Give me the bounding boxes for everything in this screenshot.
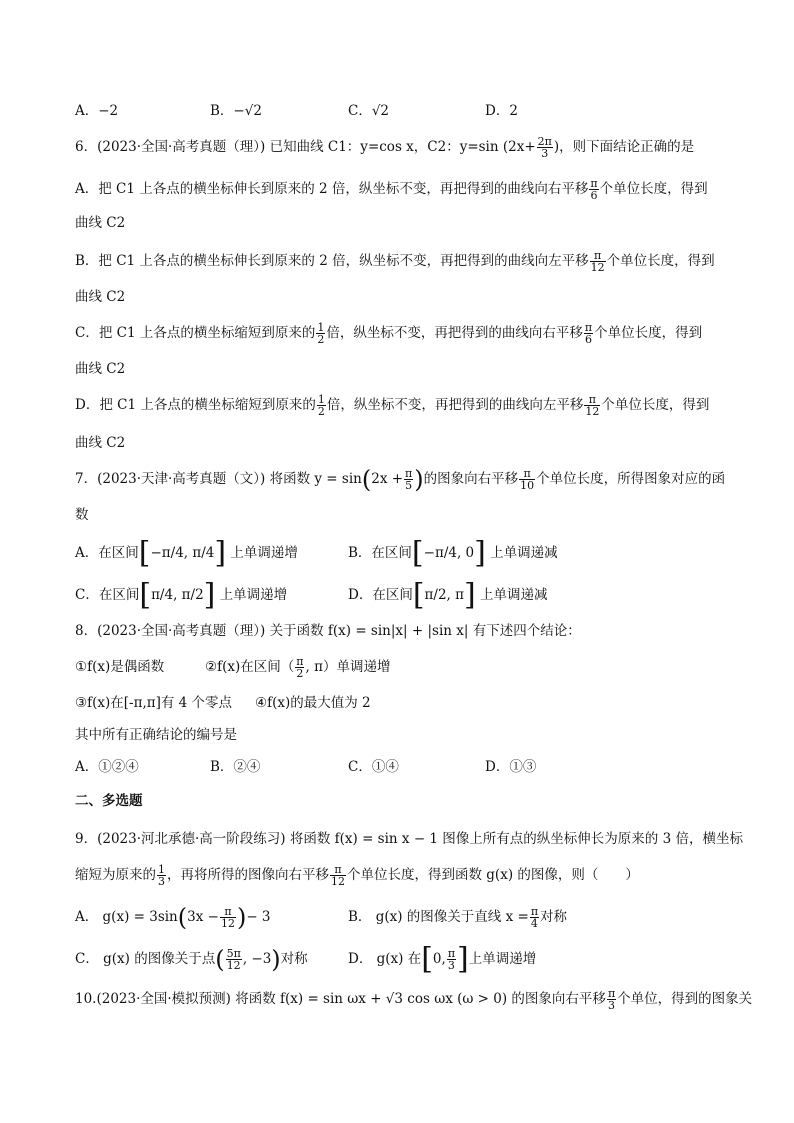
fraction: [590, 250, 606, 273]
fraction: [404, 468, 413, 491]
numerator: π: [530, 905, 539, 918]
q8-option-b[interactable]: B．②④: [210, 759, 261, 775]
option-text: A．在区间: [75, 545, 139, 561]
q9-stem-text: 缩短为原来的: [75, 867, 156, 883]
bracket-open: [: [411, 535, 424, 571]
paren-open: (: [215, 945, 225, 974]
q6-option-b-cont: 曲线 C2: [75, 289, 126, 305]
interval-text: π/2, π: [424, 587, 465, 603]
fraction: [447, 948, 456, 971]
option-text: 倍，纵坐标不变，再把得到的曲线向右平移: [326, 325, 583, 341]
q7-stem: [75, 465, 734, 494]
denominator: 10: [520, 479, 535, 492]
option-text: 3x −: [187, 909, 219, 925]
q9-stem-text: 个单位长度，得到函数 g(x) 的图像，则（ ）: [347, 867, 639, 883]
bracket-open: [: [421, 941, 433, 977]
bracket-open: [: [412, 577, 425, 613]
q6-stem-text: 6．(2023·全国·高考真题（理）) 已知曲线 C1：y=cos x，C2：y=sin (2x+: [75, 139, 536, 155]
q5-option-a[interactable]: A．−2: [75, 103, 119, 119]
numerator: 1: [317, 321, 325, 334]
numerator: 1: [317, 393, 325, 406]
denominator: 2: [296, 667, 304, 680]
option-text: 上单调递减: [480, 587, 548, 603]
q6-option-b[interactable]: [75, 250, 734, 273]
option-text: C． g(x) 的图像关于点: [75, 951, 216, 967]
denominator: 6: [590, 189, 598, 202]
numerator: π: [590, 177, 598, 190]
option-text: 个单位长度，得到: [601, 397, 710, 413]
q5-option-c[interactable]: C．√2: [348, 103, 390, 119]
option-text: 上单调递增: [219, 587, 288, 603]
q8-statement-4: ④f(x)的最大值为 2: [255, 695, 371, 711]
option-text: A．把 C1 上各点的横坐标伸长到原来的 2 倍，纵坐标不变，再把得到的曲线向右平移: [75, 181, 589, 197]
numerator: π: [590, 250, 606, 262]
q8-option-d[interactable]: D．①③: [485, 759, 537, 775]
option-text: 0,: [432, 951, 446, 967]
q7-option-b[interactable]: [348, 535, 558, 571]
option-text: D．在区间: [348, 587, 413, 603]
numerator: π: [519, 468, 535, 480]
fraction: [537, 136, 553, 159]
option-text: 上单调递增: [468, 951, 537, 967]
option-text: B．在区间: [348, 545, 412, 561]
option-text: A． g(x) = 3sin: [75, 909, 178, 925]
q7-stem-text: 7．(2023·天津·高考真题（文）) 将函数 y = sin: [75, 471, 362, 487]
bracket-close: ]: [214, 535, 227, 571]
q6-option-d-cont: 曲线 C2: [75, 435, 126, 451]
numerator: π: [607, 987, 616, 1000]
q8-option-c[interactable]: C．①④: [348, 759, 399, 775]
q8-ask: 其中所有正确结论的编号是: [75, 727, 237, 743]
denominator: 3: [541, 147, 549, 160]
q5-option-d[interactable]: D．2: [485, 103, 518, 119]
option-text: C．在区间: [75, 587, 140, 603]
q10-stem-text: 个单位，得到的图象关: [617, 991, 753, 1007]
option-text: B．把 C1 上各点的横坐标伸长到原来的 2 倍，纵坐标不变，再把得到的曲线向左平移: [75, 253, 589, 269]
denominator: 3: [158, 875, 165, 888]
q9-option-a[interactable]: [75, 903, 271, 932]
q6-stem-text: )，则下面结论正确的是: [553, 139, 695, 155]
q7-option-a[interactable]: [75, 535, 298, 571]
fraction: [220, 906, 236, 929]
q6-option-c[interactable]: [75, 322, 734, 345]
q7-stem-text: 2x +: [371, 471, 404, 487]
denominator: 5: [405, 479, 413, 492]
q6-option-c-cont: 曲线 C2: [75, 361, 126, 377]
q8-statement-1: ①f(x)是偶函数: [75, 659, 165, 675]
numerator: 2π: [537, 135, 552, 148]
paren-open: (: [177, 903, 188, 932]
option-text: 个单位长度，得到: [606, 253, 715, 269]
fraction: [157, 864, 166, 887]
bracket-close: ]: [203, 577, 216, 613]
fraction: [316, 322, 325, 345]
option-text: D．把 C1 上各点的横坐标缩短到原来的: [75, 397, 316, 413]
q5-option-b[interactable]: B．−√2: [210, 103, 262, 119]
interval-text: π/4, π/2: [151, 587, 204, 603]
q9-option-d[interactable]: [348, 941, 537, 977]
denominator: 3: [447, 959, 455, 972]
q6-option-d[interactable]: [75, 394, 734, 417]
paren-close: ): [414, 465, 424, 494]
interval-text: −π/4, 0: [423, 545, 475, 561]
paren-close: ): [271, 945, 281, 974]
bracket-close: ]: [464, 577, 476, 613]
denominator: 2: [317, 405, 325, 418]
bracket-close: ]: [474, 535, 486, 571]
numerator: π: [296, 655, 304, 668]
numerator: π: [330, 864, 346, 876]
q6-option-a-cont: 曲线 C2: [75, 215, 126, 231]
option-text: 上单调递增: [230, 545, 298, 561]
fraction: [226, 948, 242, 971]
denominator: 12: [220, 917, 235, 930]
q7-stem-cont: 数: [75, 507, 89, 523]
fraction: [607, 988, 616, 1011]
q7-stem-text: 的图象向右平移: [423, 471, 519, 487]
fraction: [530, 906, 539, 929]
fraction: [317, 394, 326, 417]
q8-statement-3: ③f(x)在[-π,π]有 4 个零点: [75, 695, 233, 711]
interval-text: −π/4, π/4: [150, 545, 215, 561]
denominator: 4: [530, 917, 538, 930]
fraction: [295, 656, 304, 679]
statement-text: , π）单调递增: [305, 659, 391, 675]
paren-open: (: [361, 465, 372, 494]
option-text: 对称: [280, 951, 308, 967]
q10-stem-text: 10.(2023·全国·模拟预测) 将函数 f(x) = sin ωx + √3 cos ωx (ω > 0) 的图象向右平移: [75, 991, 606, 1007]
denominator: 3: [608, 999, 616, 1012]
fraction: [584, 394, 600, 417]
numerator: 5π: [226, 947, 241, 960]
denominator: 12: [590, 261, 605, 274]
q9-option-b[interactable]: [348, 906, 567, 929]
q9-stem-line1: 9．(2023·河北承德·高一阶段练习) 将函数 f(x) = sin x − 1 图像上所有点的纵坐标伸长为原来的 3 倍，横坐标: [75, 831, 743, 847]
numerator: π: [584, 321, 593, 334]
option-text: C．把 C1 上各点的横坐标缩短到原来的: [75, 325, 316, 341]
denominator: 12: [226, 959, 241, 972]
q8-option-a[interactable]: A．①②④: [75, 759, 139, 775]
q10-stem: [75, 987, 753, 1012]
denominator: 6: [584, 333, 592, 346]
option-text: 对称: [540, 909, 568, 925]
q8-statement-2: [205, 656, 390, 679]
numerator: π: [584, 394, 600, 406]
option-text: 个单位长度，得到: [599, 181, 708, 197]
q9-stem-line2: [75, 864, 734, 887]
option-text: , −3: [242, 951, 272, 967]
numerator: π: [220, 906, 236, 918]
section-heading: 二、多选题: [75, 793, 143, 809]
q7-option-d[interactable]: [348, 577, 548, 613]
q8-stem: 8．(2023·全国·高考真题（理）) 关于函数 f(x) = sin|x| + |sin x| 有下述四个结论：: [75, 623, 581, 639]
option-text: 个单位长度，得到: [594, 325, 703, 341]
statement-text: ②f(x)在区间（: [205, 659, 295, 675]
fraction: [330, 864, 346, 887]
fraction: [519, 468, 535, 491]
q6-option-a[interactable]: [75, 178, 734, 201]
q9-option-c[interactable]: [75, 945, 308, 974]
option-text: 上单调递减: [490, 545, 558, 561]
denominator: 12: [585, 405, 600, 418]
option-text: 倍，纵坐标不变，再把得到的曲线向左平移: [326, 397, 584, 413]
fraction: [589, 178, 598, 201]
fraction: [584, 322, 593, 345]
option-text: D． g(x) 在: [348, 951, 422, 967]
q6-stem: [75, 136, 734, 159]
q7-option-c[interactable]: [75, 577, 288, 613]
q7-stem-text: 个单位长度，所得图象对应的函: [536, 471, 726, 487]
denominator: 12: [331, 875, 345, 888]
numerator: 1: [158, 863, 165, 876]
denominator: 2: [317, 333, 325, 346]
bracket-close: ]: [457, 941, 469, 977]
option-text: B． g(x) 的图像关于直线 x =: [348, 909, 529, 925]
q9-stem-text: ，再将所得的图像向右平移: [167, 867, 329, 883]
option-text: − 3: [246, 909, 271, 925]
numerator: π: [447, 947, 456, 960]
bracket-open: [: [139, 577, 152, 613]
bracket-open: [: [138, 535, 151, 571]
paren-close: ): [236, 903, 247, 932]
numerator: π: [405, 467, 413, 480]
